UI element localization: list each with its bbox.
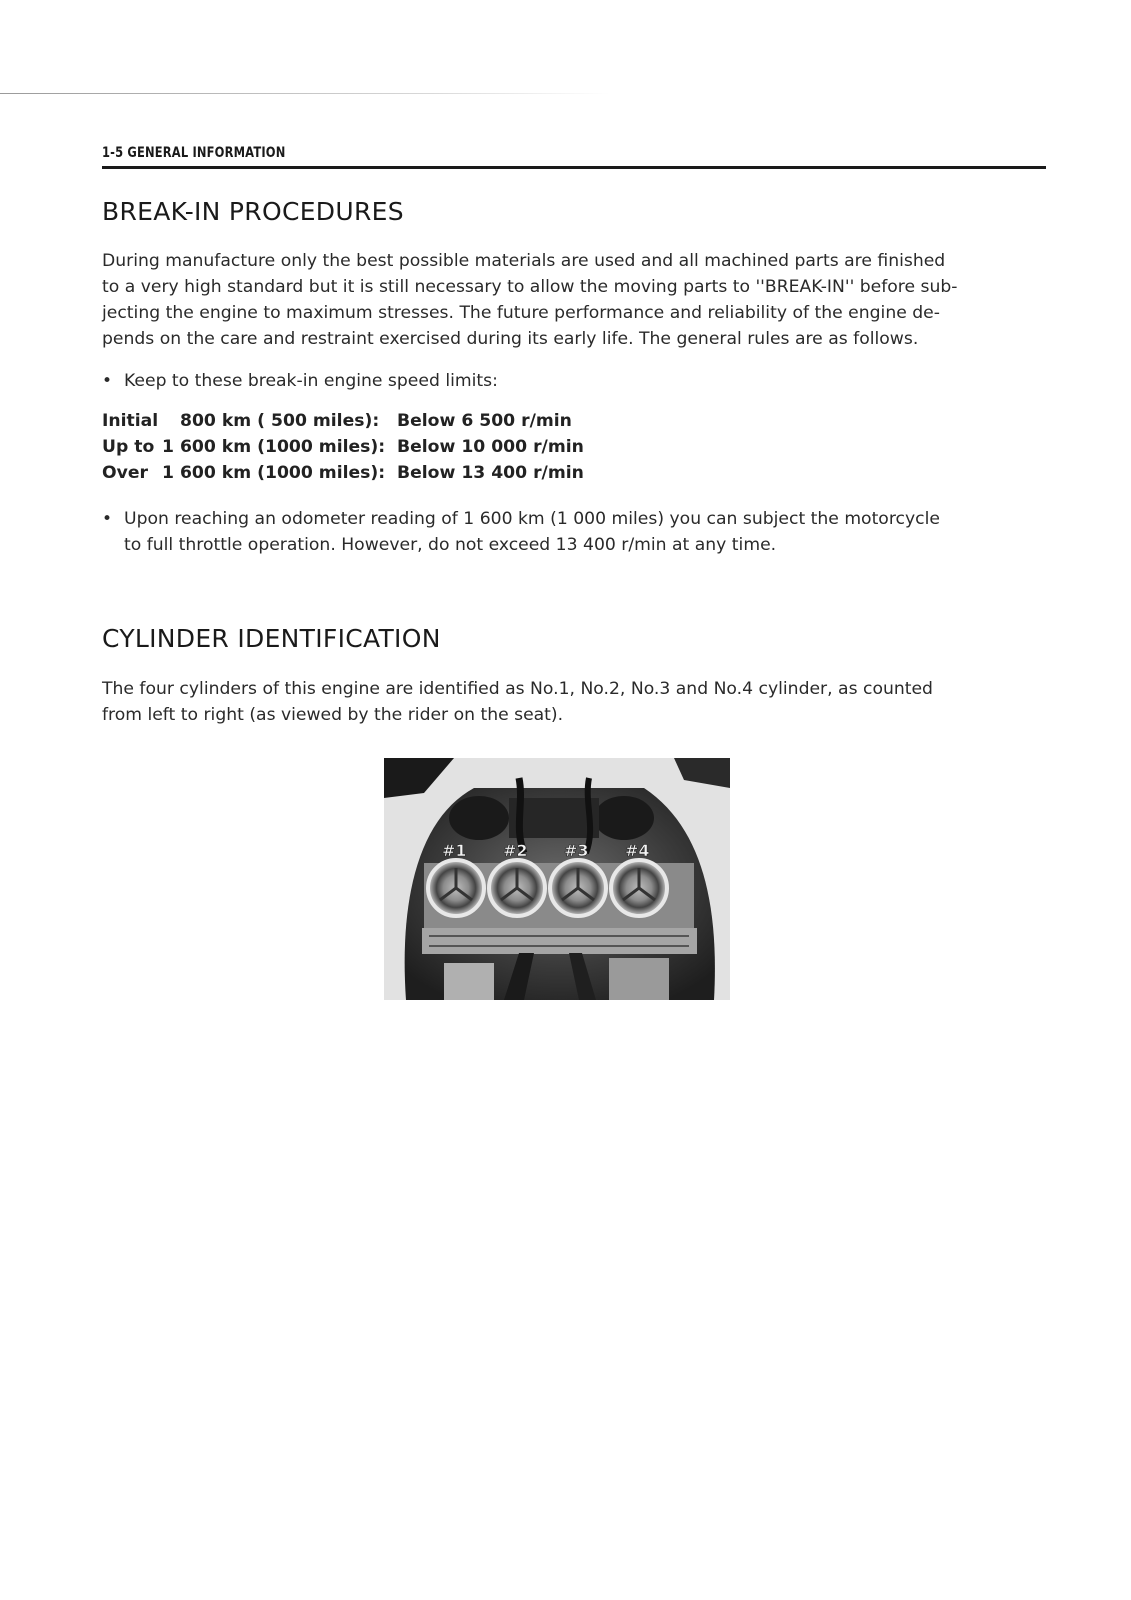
break-in-paragraph-line-2: to a very high standard but it is still necessary to allow the moving parts to ''BREAK-IN'' before sub-: [102, 277, 958, 297]
break-in-paragraph-line-4: pends on the care and restraint exercised during its early life. The general rules are as follows.: [102, 329, 919, 349]
cylinder-identification-title: CYLINDER IDENTIFICATION: [102, 624, 441, 653]
cylinder-paragraph-line-2: from left to right (as viewed by the rider on the seat).: [102, 705, 564, 725]
limit-speed: Below 6 500 r/min: [397, 411, 572, 431]
scan-edge-line: [0, 93, 610, 94]
bullet-full-throttle-line-1: Upon reaching an odometer reading of 1 600 km (1 000 miles) you can subject the motorcycle: [124, 509, 940, 529]
bullet-icon: •: [102, 371, 113, 391]
bullet-icon: •: [102, 509, 113, 529]
header-rule: [102, 166, 1046, 169]
limit-distance: 800 km ( 500 miles):: [180, 411, 380, 431]
engine-photo-drawing: [384, 758, 730, 1000]
bullet-speed-limits: Keep to these break-in engine speed limits:: [124, 371, 498, 391]
break-in-title: BREAK-IN PROCEDURES: [102, 197, 404, 226]
limit-label: Initial: [102, 411, 159, 431]
limit-label: Over: [102, 463, 148, 483]
limit-speed: Below 13 400 r/min: [397, 463, 584, 483]
bullet-full-throttle-line-2: to full throttle operation. However, do not exceed 13 400 r/min at any time.: [124, 535, 777, 555]
limit-speed: Below 10 000 r/min: [397, 437, 584, 457]
break-in-paragraph-line-3: jecting the engine to maximum stresses. The future performance and reliability of the engine de-: [102, 303, 940, 323]
running-head: 1-5 GENERAL INFORMATION: [102, 145, 286, 161]
limit-distance: 1 600 km (1000 miles):: [162, 463, 386, 483]
engine-carburetor-photo: [384, 758, 730, 1000]
break-in-paragraph-line-1: During manufacture only the best possible materials are used and all machined parts are finished: [102, 251, 946, 271]
cylinder-label-1: #1: [442, 841, 467, 860]
cylinder-label-2: #2: [503, 841, 528, 860]
cylinder-paragraph-line-1: The four cylinders of this engine are identified as No.1, No.2, No.3 and No.4 cylinder, as counted: [102, 679, 933, 699]
limit-distance: 1 600 km (1000 miles):: [162, 437, 386, 457]
limit-label: Up to: [102, 437, 155, 457]
cylinder-label-4: #4: [625, 841, 650, 860]
cylinder-label-3: #3: [564, 841, 589, 860]
